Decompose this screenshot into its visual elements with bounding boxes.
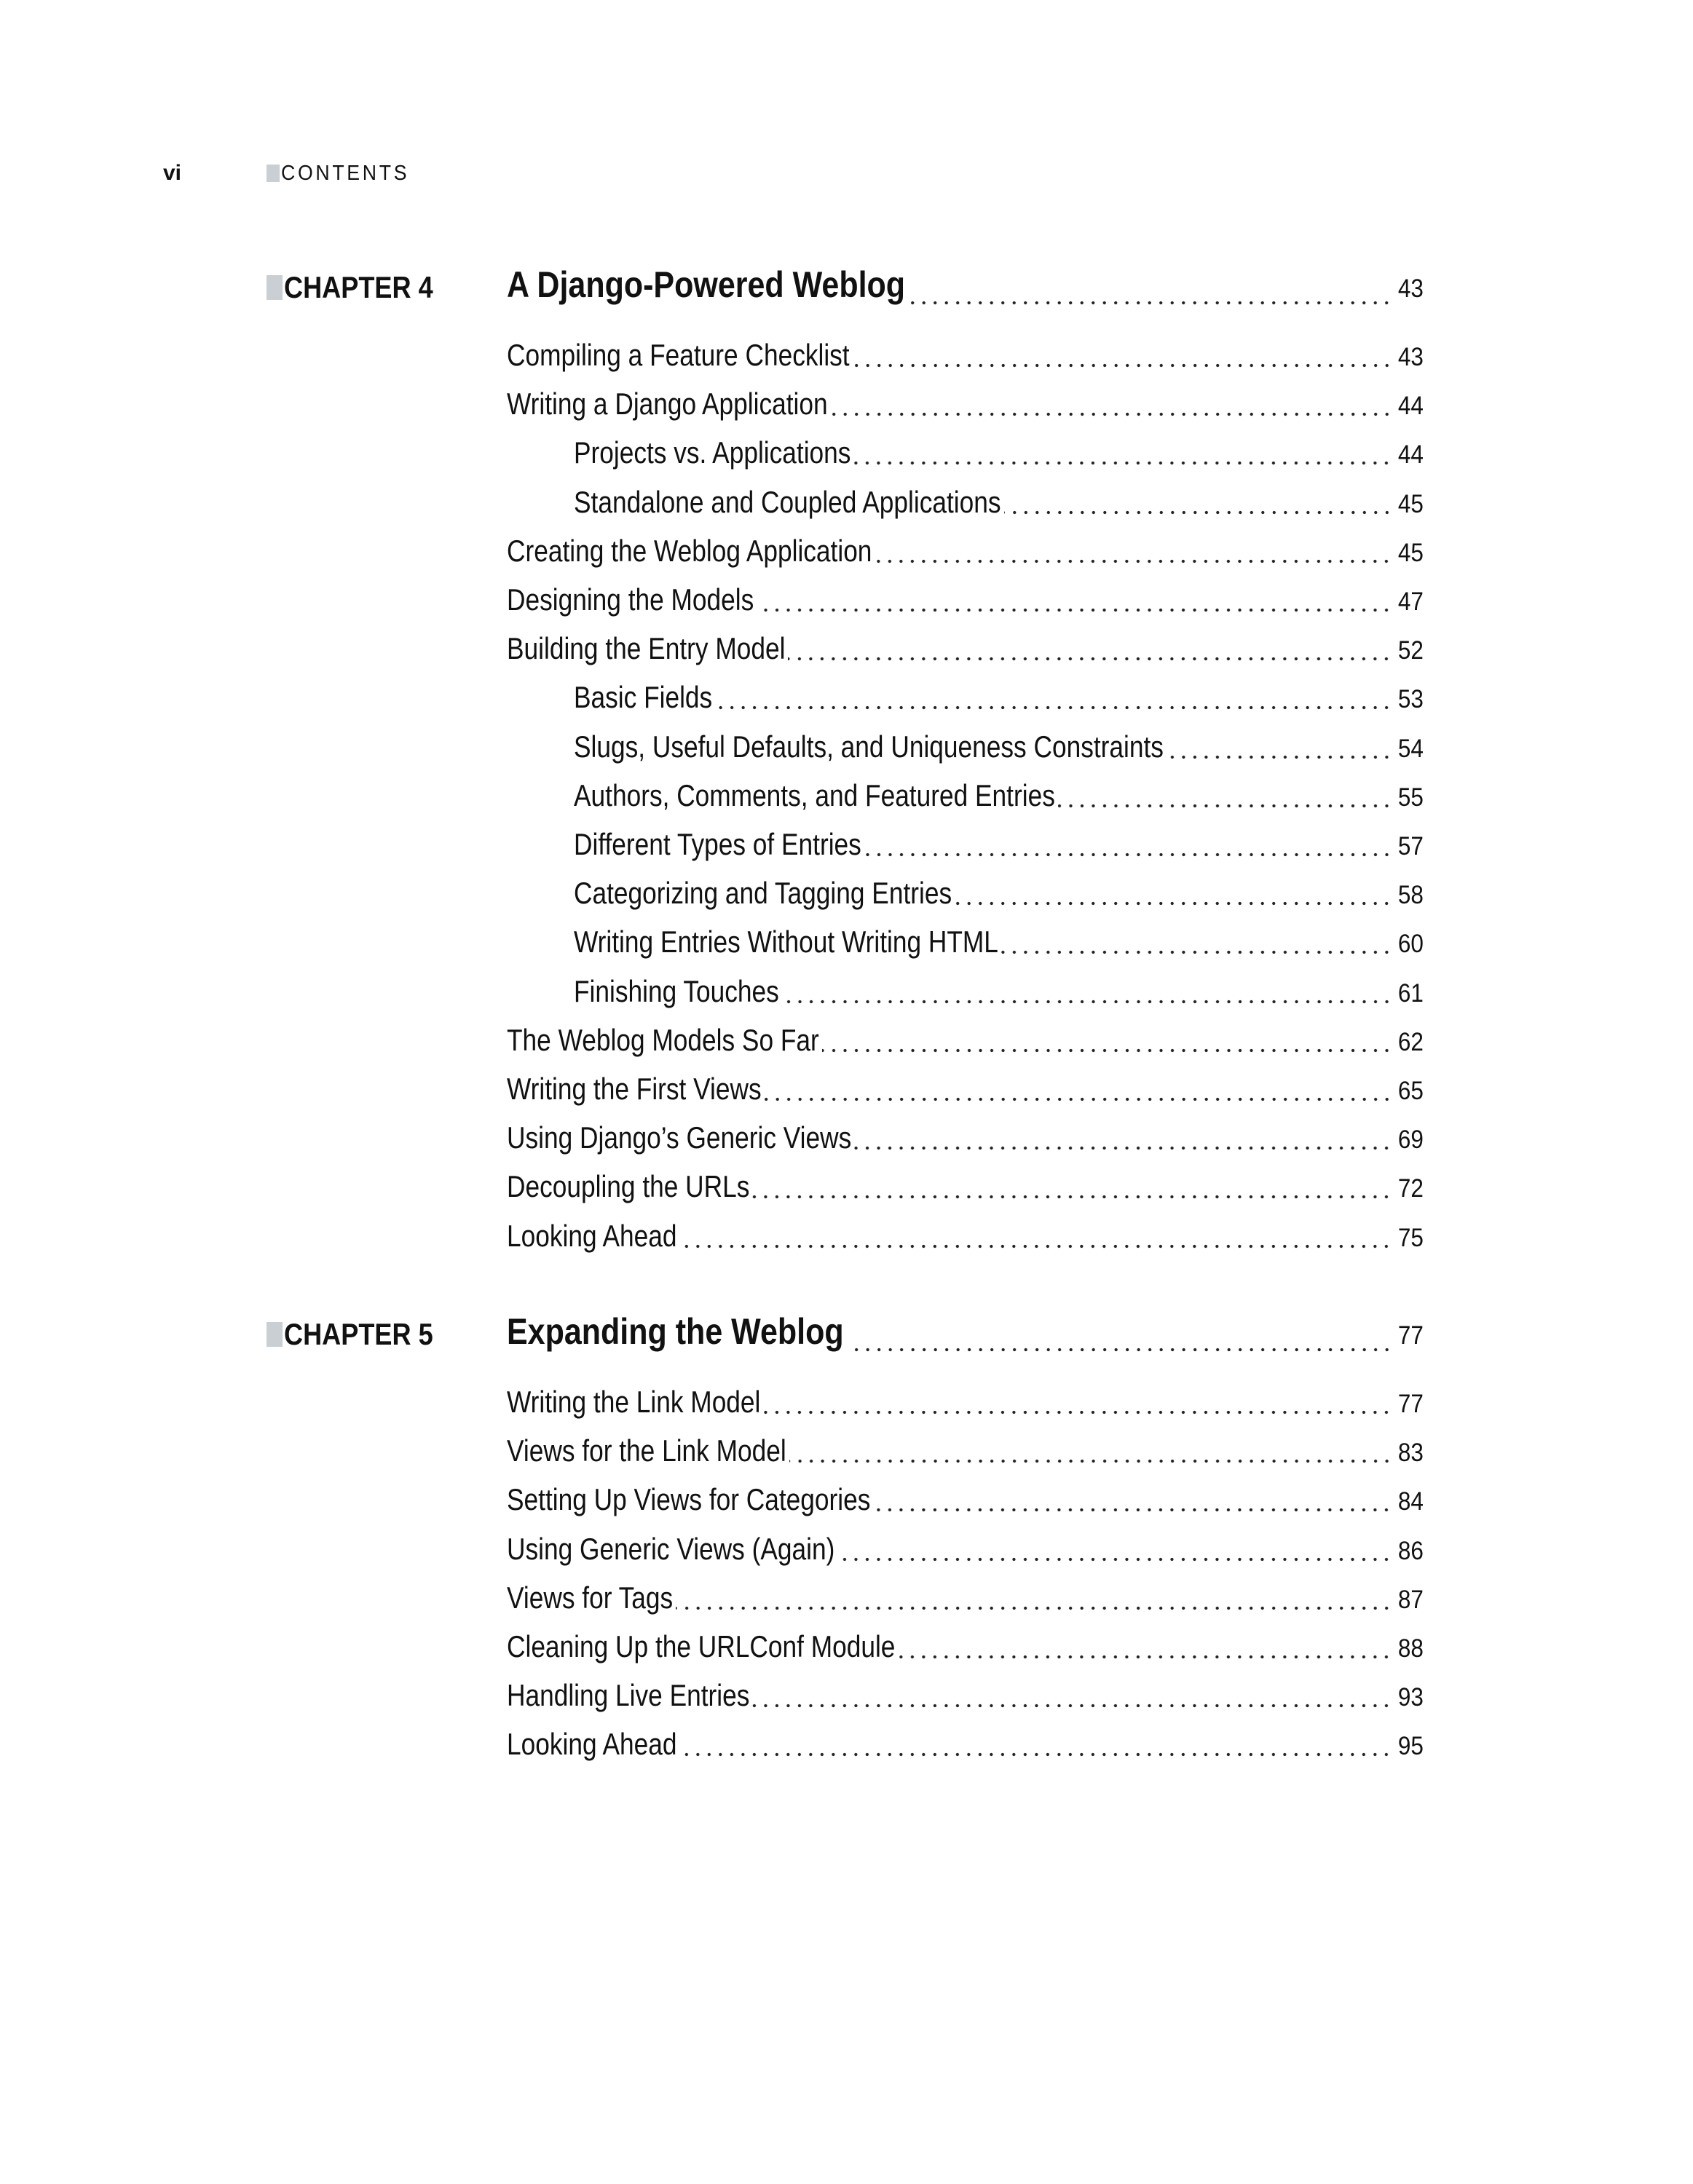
toc-entry-page-number: 61: [1397, 978, 1424, 1008]
toc-entry-page-number: 87: [1397, 1585, 1424, 1614]
toc-subentry[interactable]: [574, 827, 1424, 863]
toc-entry[interactable]: [507, 338, 1424, 374]
toc-subentry[interactable]: [574, 974, 1424, 1010]
toc-entry-title: Setting Up Views for Categories: [507, 1482, 871, 1517]
dot-leader: [679, 1235, 1392, 1249]
toc-entry-title: Using Generic Views (Again): [507, 1531, 835, 1566]
toc-entry-title: Writing a Django Application: [507, 387, 828, 422]
toc-entry-page-number: 60: [1397, 930, 1424, 959]
page-number: vi: [163, 161, 182, 185]
dot-leader: [864, 843, 1392, 858]
dot-leader: [854, 1136, 1392, 1151]
toc-entry[interactable]: [507, 1727, 1424, 1763]
toc-subentry[interactable]: [574, 729, 1424, 766]
toc-entry-page-number: 53: [1397, 685, 1424, 714]
toc-entry-page-number: 54: [1397, 734, 1424, 763]
toc-entry-page-number: 62: [1397, 1027, 1424, 1056]
toc-entry-page-number: 47: [1397, 587, 1424, 616]
chapter-label-text: CHAPTER 4: [284, 270, 433, 304]
toc-entry-page-number: 44: [1397, 440, 1424, 470]
dot-leader: [1167, 745, 1392, 760]
toc-entry-title: Writing the First Views: [507, 1072, 762, 1106]
dot-leader: [908, 291, 1392, 306]
toc-entry-title: Basic Fields: [574, 680, 713, 715]
toc-entry-page-number: 69: [1397, 1125, 1424, 1155]
toc-entry[interactable]: [507, 1532, 1424, 1568]
toc-entry[interactable]: [507, 1629, 1424, 1666]
toc-entry-page-number: 57: [1397, 832, 1424, 860]
toc-entry-title: Authors, Comments, and Featured Entries: [574, 778, 1055, 812]
toc-entry-title: Views for Tags: [507, 1580, 674, 1615]
dot-leader: [782, 990, 1392, 1005]
toc-entry[interactable]: [507, 1072, 1424, 1108]
running-head-marker: [267, 165, 280, 182]
chapter-marker: [267, 1322, 283, 1347]
running-head: [267, 159, 421, 188]
toc-entry-page-number: 84: [1397, 1487, 1424, 1516]
toc-entry-title: Standalone and Coupled Applications: [574, 484, 1001, 519]
toc-entry-title: Different Types of Entries: [574, 827, 861, 861]
toc-entry[interactable]: [507, 1385, 1424, 1421]
dot-leader: [853, 354, 1392, 368]
chapter-marker: [267, 275, 283, 300]
toc-entry-page-number: 86: [1397, 1536, 1424, 1565]
toc-entry-title: Decoupling the URLs: [507, 1169, 750, 1204]
dot-leader: [837, 1548, 1392, 1562]
toc-entry-page-number: 45: [1397, 538, 1424, 567]
toc-entry-page-number: 88: [1397, 1634, 1424, 1663]
dot-leader: [1004, 501, 1393, 515]
dot-leader: [898, 1645, 1392, 1660]
dot-leader: [822, 1039, 1392, 1053]
toc-entry[interactable]: [507, 1482, 1424, 1519]
toc-subentry[interactable]: [574, 680, 1424, 716]
dot-leader: [679, 1743, 1392, 1757]
toc-entry[interactable]: [507, 1023, 1424, 1059]
dot-leader: [763, 1401, 1392, 1415]
chapter-page-number: 43: [1397, 274, 1424, 303]
chapter-title: Expanding the Weblog: [507, 1311, 844, 1352]
chapter-page-number: 77: [1397, 1321, 1424, 1350]
toc-entry-title: Writing the Link Model: [507, 1385, 761, 1419]
toc-entry-title: Designing the Models: [507, 582, 754, 617]
dot-leader: [752, 1694, 1392, 1709]
toc-entry-title: Categorizing and Tagging Entries: [574, 876, 952, 911]
toc-entry-page-number: 65: [1397, 1077, 1424, 1105]
toc-entry-title: Looking Ahead: [507, 1218, 677, 1253]
toc-entry[interactable]: [507, 1580, 1424, 1617]
chapter-label: [267, 266, 457, 309]
toc-entry-page-number: 83: [1397, 1439, 1424, 1468]
toc-entry-page-number: 93: [1397, 1683, 1424, 1712]
chapter-label-text: CHAPTER 5: [284, 1317, 433, 1351]
dot-leader: [757, 598, 1392, 613]
toc-entry-page-number: 45: [1397, 489, 1424, 518]
toc-subentry[interactable]: [574, 435, 1424, 472]
toc-entry[interactable]: [507, 582, 1424, 619]
dot-leader: [875, 550, 1392, 564]
chapter-label: [267, 1313, 457, 1356]
chapter-title: A Django-Powered Weblog: [507, 264, 906, 305]
toc-entry[interactable]: [507, 631, 1424, 668]
toc-entry-title: Slugs, Useful Defaults, and Uniqueness Constraints: [574, 729, 1164, 764]
toc-subentry[interactable]: [574, 485, 1424, 521]
dot-leader: [752, 1185, 1392, 1200]
dot-leader: [873, 1498, 1392, 1513]
toc-entry-title: Compiling a Feature Checklist: [507, 338, 850, 372]
toc-entry-page-number: 95: [1397, 1732, 1424, 1761]
toc-subentry[interactable]: [574, 778, 1424, 815]
dot-leader: [788, 647, 1392, 662]
dot-leader: [676, 1597, 1392, 1611]
toc-entry-title: Projects vs. Applications: [574, 435, 851, 470]
toc-entry[interactable]: [507, 1169, 1424, 1206]
toc-entry-page-number: 52: [1397, 636, 1424, 665]
toc-entry-title: Using Django’s Generic Views: [507, 1120, 852, 1155]
toc-entry[interactable]: [507, 1219, 1424, 1255]
chapter-title-line[interactable]: [507, 1310, 1424, 1358]
toc-entry[interactable]: [507, 387, 1424, 423]
toc-entry[interactable]: [507, 1120, 1424, 1157]
toc-entry-title: Building the Entry Model: [507, 631, 786, 666]
dot-leader: [789, 1449, 1392, 1464]
toc-entry-page-number: 75: [1397, 1223, 1424, 1252]
toc-entry-title: Finishing Touches: [574, 973, 779, 1008]
toc-entry[interactable]: [507, 1433, 1424, 1470]
toc-entry-page-number: 58: [1397, 881, 1424, 910]
dot-leader: [831, 403, 1392, 417]
toc-subentry[interactable]: [574, 876, 1424, 912]
dot-leader: [715, 696, 1392, 711]
toc-entry-page-number: 43: [1397, 343, 1424, 371]
dot-leader: [847, 1338, 1392, 1353]
dot-leader: [765, 1088, 1392, 1102]
toc-entry-title: The Weblog Models So Far: [507, 1022, 819, 1057]
dot-leader: [955, 892, 1392, 906]
dot-leader: [853, 451, 1392, 466]
toc-entry-page-number: 77: [1397, 1390, 1424, 1418]
chapter-title-line[interactable]: [507, 264, 1424, 312]
toc-entry-page-number: 72: [1397, 1174, 1424, 1203]
dot-leader: [1001, 941, 1392, 955]
toc-entry-title: Views for the Link Model: [507, 1433, 786, 1468]
toc-entry-title: Writing Entries Without Writing HTML: [574, 925, 998, 960]
toc-entry-page-number: 55: [1397, 783, 1424, 812]
toc-entry-title: Creating the Weblog Application: [507, 533, 872, 568]
toc-subentry[interactable]: [574, 925, 1424, 961]
toc-entry-title: Looking Ahead: [507, 1727, 677, 1762]
toc-entry-title: Handling Live Entries: [507, 1678, 750, 1713]
toc-entry[interactable]: [507, 1678, 1424, 1714]
toc-entry[interactable]: [507, 534, 1424, 570]
toc-entry-title: Cleaning Up the URLConf Module: [507, 1629, 896, 1663]
running-head-text: CONTENTS: [281, 161, 410, 185]
toc-entry-page-number: 44: [1397, 392, 1424, 421]
dot-leader: [1058, 794, 1392, 809]
